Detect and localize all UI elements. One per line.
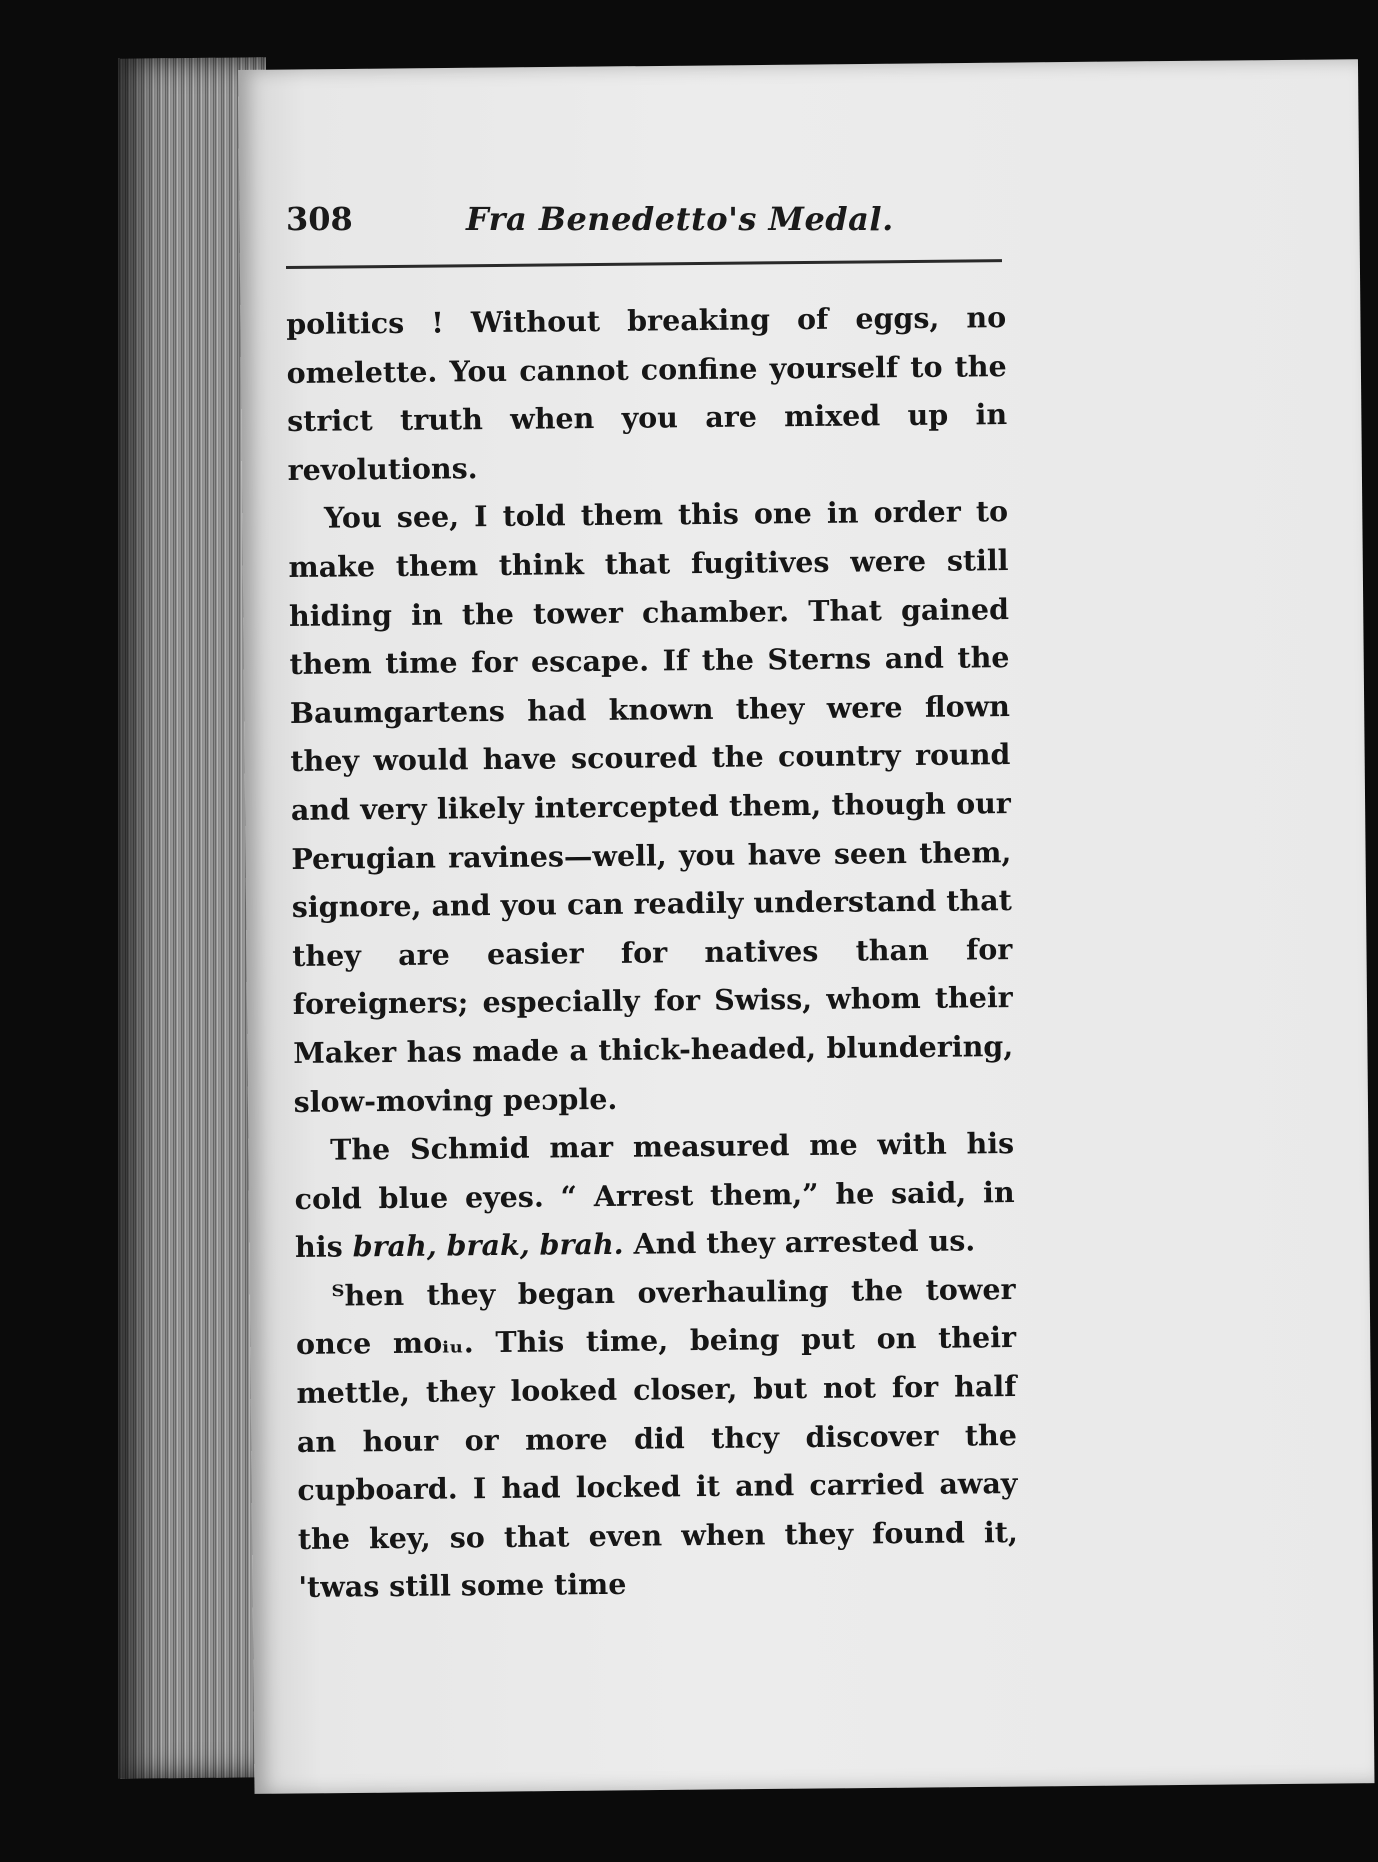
page-header <box>286 200 1246 260</box>
paragraph-3-text-after: And they arrested us. <box>623 1223 976 1262</box>
paragraph-2: You see, I told them this one in order to make them think that fugitives were still hiding in the tower chamber. That gained them time for escape. If the Sterns and the Baumgartens had known they were flown they would have scoured the country round and very likely intercepted them, though our Perugian ravines—well, you have seen them, signore, and you can readily understand that they are easier for natives than for foreigners; especially for Swiss, whom their Maker has made a thick-headed, blundering, slow-moving peɔple. <box>288 494 1014 1119</box>
paragraph-3-text-before: The Schmid mar measured me with his cold blue eyes. “ Arrest them,” he said, in his <box>294 1126 1015 1265</box>
page-number: 308 <box>286 200 353 238</box>
paragraph-3 <box>294 1119 1015 1272</box>
paragraph-4: ᵀhen they began overhauling the tower once moᵢᵤ. This time, being put on their mettle, they looked closer, but not for half an hour or more did thcy discover the cupboard. I had locked it and carried away the key, so that even when they found it, 'twas still some time <box>295 1271 1019 1605</box>
paragraph-3-emphasis: brah, brak, brah. <box>352 1227 624 1264</box>
paragraph-1: politics ! Without breaking of eggs, no omelette. You cannot confine yourself to the strict truth when you are mixed up in revolutions. <box>286 300 1008 487</box>
body-text <box>286 293 1019 1612</box>
running-title: Fra Benedetto's Medal. <box>466 200 894 238</box>
